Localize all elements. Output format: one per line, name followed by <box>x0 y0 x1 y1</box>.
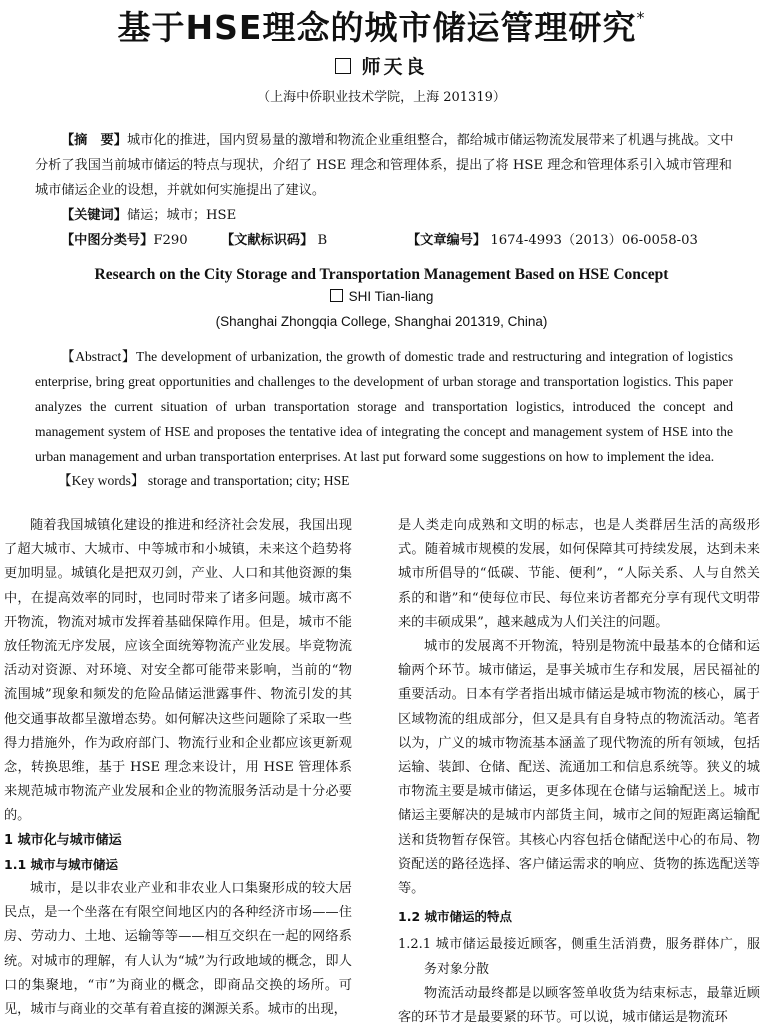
section-heading-1: 1 城市化与城市储运 <box>4 832 122 848</box>
en-title: Research on the City Storage and Transportation Management Based on HSE Concept <box>94 266 669 283</box>
paragraph-1-1: 城市，是以非农业产业和非农业人口集聚形成的较大居民点，是一个坐落在有限空间地区内的各种经济市场——住房、劳动力、土地、运输等等——相互交织在一起的网络系统。对城市的理解，有人认为“城”为行政地域的概念，即人口的集聚地，“市”为商业的概念，即商品交换的场所。可见，城市与商业的交革有着直接的渊源关系。城市的出现， <box>4 881 352 1018</box>
article-label: 【文章编号】 <box>407 233 487 248</box>
clc-code <box>61 228 188 253</box>
en-author-line <box>0 289 763 304</box>
doc-label: 【文献标识码】 <box>221 233 314 248</box>
author-line <box>0 52 763 79</box>
section-heading-1-2-1: 1.2.1 城市储运最接近顾客，侧重生活消费，服务群体广，服务对象分散 <box>398 937 760 977</box>
cn-keywords <box>35 203 735 228</box>
title-footnote-mark: * <box>636 8 646 27</box>
keywords-label: 【关键词】 <box>61 208 127 223</box>
classification-row <box>35 228 735 253</box>
body-column-left <box>4 514 352 1022</box>
abstract-text: 城市化的推进，国内贸易量的激增和物流企业重组整合，都给城市储运物流发展带来了机遇与挑战。文中分析了我国当前城市储运的特点与现状，介绍了 HSE 理念和管理体系，提出了将 HSE 理念和管理体系引入城市管理和城市储运企业的设想，并就如何实施提出了建议。 <box>35 133 734 198</box>
en-abstract-text: The development of urbanization, the growth of domestic trade and restructuring and integration of logistics enterprise, bring great opportunities and challenges to the development of urban storage and transportation logistics. This paper analyzes the current situation of urban transportation storage and transportation logistics, introduced the concept and management system of HSE and proposes the tentative idea of integrating the concept and management system of HSE into the urban management and urban transportation enterprises. At last put forward some suggestions on how to implement the idea. <box>35 349 733 464</box>
article-number <box>407 228 698 253</box>
doc-code <box>221 228 327 253</box>
en-author-name: SHI Tian-liang <box>348 289 434 304</box>
clc-value: F290 <box>153 233 188 248</box>
keywords-text: 储运；城市；HSE <box>126 208 237 223</box>
cn-abstract-block <box>35 128 735 253</box>
en-keywords <box>58 469 349 489</box>
clc-label: 【中图分类号】 <box>61 233 154 248</box>
en-abstract-label: 【Abstract】 <box>61 349 137 364</box>
abstract-label: 【摘 要】 <box>61 133 127 148</box>
title-text: 基于HSE理念的城市储运管理研究 <box>117 8 637 47</box>
section-heading-1-1: 1.1 城市与城市储运 <box>4 856 118 872</box>
author-name: 师天良 <box>361 56 428 78</box>
intro-paragraph: 随着我国城镇化建设的推进和经济社会发展，我国出现了超大城市、大城市、中等城市和小城镇，未来这个趋势将更加明显。城镇化是把双刃剑，产业、人口和其他资源的集中，在提高效率的同时，也同时带来了诸多问题。城市离不开物流，物流对城市发挥着基础保障作用。但是，城市不能放任物流无序发展，应该全面统筹物流产业发展。毕竟物流活动对资源、对环境、对安全都可能带来影响，当前的“物流围城”现象和频发的危险品储运泄露事件、物流引发的其他交通事故都呈激增态势。如何解决这些问题除了采取一些得力措施外，作为政府部门、物流行业和企业都应该更新观念，转换思维，基于 HSE 理念来设计，用 HSE 管理体系来规范城市物流产业发展和企业的物流服务活动是十分必要的。 <box>4 518 352 824</box>
en-affiliation: (Shanghai Zhongqia College, Shanghai 201319, China) <box>215 314 548 329</box>
en-keywords-label: 【Key words】 <box>58 473 145 488</box>
doc-value: B <box>317 233 328 248</box>
body-column-right <box>398 514 760 1030</box>
paper-title <box>0 2 763 49</box>
en-abstract-paragraph <box>35 344 733 469</box>
paragraph-continued: 是人类走向成熟和文明的标志，也是人类群居生活的高级形式。随着城市规模的发展，如何保障其可持续发展，达到未来城市所倡导的“低碳、节能、便利”，“人际关系、人与自然关系的和谐”和“使每位市民、每位来访者都充分享有现代文明带来的丰硕成果”，越来越成为人们关注的问题。 <box>398 518 760 630</box>
paragraph-city-logistics: 城市的发展离不开物流，特别是物流中最基本的仓储和运输两个环节。城市储运，是事关城市生存和发展，居民福祉的重要活动。日本有学者指出城市储运是城市物流的核心，属于区域物流的组成部分，但又是具有自身特点的物流活动。笔者以为，广义的城市物流基本涵盖了现代物流的所有领域，包括运输、装卸、仓储、配送、流通加工和信息系统等。狭义的城市物流主要是城市储运，更多体现在仓储与运输配送上。城市储运主要解决的是城市内部货主间，城市之间的短距离运输配送和货物暂存保管。其核心内容包括仓储配送中心的布局、物资配送的路径选择、客户储运需求的响应、货物的拣选配送等等。 <box>398 639 760 897</box>
en-keywords-text: storage and transportation; city; HSE <box>147 473 350 488</box>
paragraph-1-2-1: 物流活动最终都是以顾客签单收货为结束标志，最靠近顾客的环节才是最要紧的环节。可以说，城市储运是物流环 <box>398 985 760 1026</box>
square-box-icon <box>330 289 343 302</box>
en-abstract <box>35 344 733 469</box>
square-box-icon <box>335 58 351 74</box>
cn-abstract <box>35 128 735 203</box>
affiliation: （上海中侨职业技术学院，上海 201319） <box>257 90 506 105</box>
section-heading-1-2: 1.2 城市储运的特点 <box>398 909 512 925</box>
article-value: 1674-4993（2013）06-0058-03 <box>490 233 698 248</box>
